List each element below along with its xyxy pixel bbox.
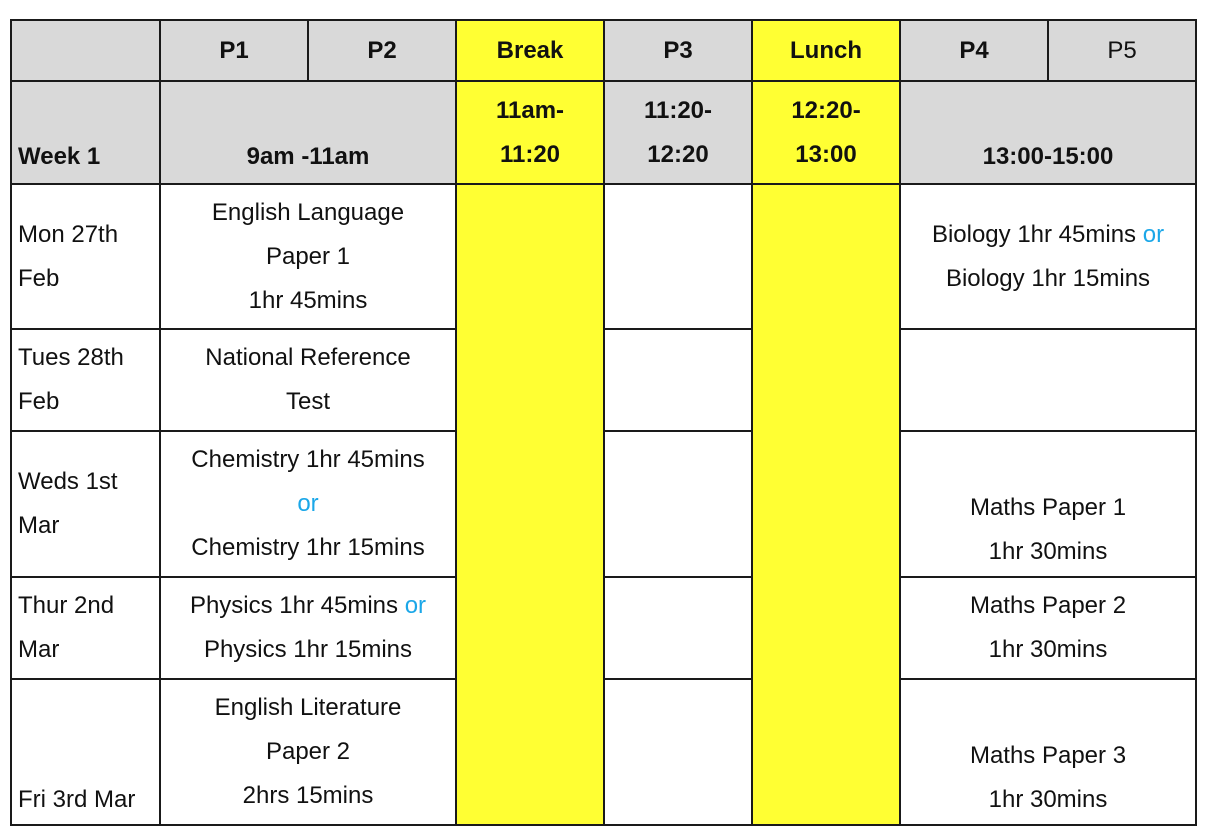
exam-line: Maths Paper 2	[969, 592, 1127, 619]
header-p3: P3	[604, 20, 752, 81]
exam-line: 1hr 30mins	[988, 538, 1108, 565]
exam-line: Chemistry 1hr 45mins	[191, 446, 425, 473]
p3-cell	[604, 679, 752, 825]
exam-line: Physics 1hr 15mins	[203, 636, 413, 663]
day-line: Feb	[18, 264, 60, 292]
morning-exam-cell	[160, 679, 456, 825]
morning-exam-cell	[160, 431, 456, 577]
exam-line: 1hr 30mins	[988, 786, 1108, 813]
day-line: Mar	[18, 512, 60, 539]
exam-line	[167, 584, 449, 628]
exam-line: Maths Paper 1	[969, 494, 1127, 521]
morning-exam-cell	[160, 577, 456, 679]
header-p1: P1	[160, 20, 308, 81]
p3-time	[604, 81, 752, 184]
lunch-column	[752, 184, 900, 825]
afternoon-exam-cell	[900, 329, 1196, 431]
day-line: Feb	[18, 388, 60, 415]
exam-text: Biology 1hr 45mins	[931, 220, 1137, 248]
p3-time-line-2: 12:20	[647, 140, 709, 168]
p3-cell	[604, 184, 752, 329]
or-text: or	[404, 592, 427, 619]
lunch-time	[752, 81, 900, 184]
exam-line: Chemistry 1hr 15mins	[191, 534, 425, 561]
break-column	[456, 184, 604, 825]
morning-exam-cell	[160, 329, 456, 431]
lunch-time-line-2: 13:00	[795, 140, 857, 168]
lunch-time-line-1: 12:20-	[791, 96, 861, 124]
header-p4: P4	[900, 20, 1048, 81]
day-line: Mar	[18, 636, 60, 663]
header-corner-cell	[11, 20, 160, 81]
exam-line: National Reference	[205, 344, 411, 371]
table-row	[11, 431, 1196, 577]
exam-line: Maths Paper 3	[969, 742, 1127, 769]
day-line: Mon 27th	[18, 220, 119, 248]
p3-cell	[604, 329, 752, 431]
header-p5: P5	[1048, 20, 1196, 81]
exam-line	[907, 213, 1189, 257]
exam-line: 1hr 30mins	[988, 636, 1108, 663]
p3-time-line-1: 11:20-	[643, 96, 713, 124]
day-line: Thur 2nd	[18, 592, 115, 619]
header-p2: P2	[308, 20, 456, 81]
afternoon-exam-cell	[900, 679, 1196, 825]
header-lunch: Lunch	[752, 20, 900, 81]
exam-line: Paper 1	[265, 242, 351, 270]
exam-line: 1hr 45mins	[248, 286, 368, 314]
header-break: Break	[456, 20, 604, 81]
afternoon-exam-cell	[900, 184, 1196, 329]
exam-line: English Literature	[214, 694, 402, 721]
table-row	[11, 679, 1196, 825]
or-text: or	[1142, 220, 1165, 248]
day-line: Weds 1st	[18, 468, 118, 495]
header-row-periods	[11, 20, 1196, 81]
table-row	[11, 577, 1196, 679]
week-label: Week 1	[11, 81, 160, 184]
p1-p2-time: 9am -11am	[160, 81, 456, 184]
break-time-line-2: 11:20	[499, 140, 561, 168]
exam-line: Test	[285, 388, 330, 415]
or-text: or	[297, 490, 319, 517]
header-row-times	[11, 81, 1196, 184]
p3-cell	[604, 431, 752, 577]
afternoon-exam-cell	[900, 431, 1196, 577]
p4-p5-time: 13:00-15:00	[900, 81, 1196, 184]
day-line: Tues 28th	[18, 344, 124, 371]
day-cell	[11, 329, 160, 431]
exam-timetable	[10, 19, 1197, 826]
day-cell	[11, 184, 160, 329]
day-cell	[11, 679, 160, 825]
exam-line: Paper 2	[265, 738, 351, 765]
break-time-line-1: 11am-	[495, 96, 565, 124]
break-time	[456, 81, 604, 184]
exam-line: English Language	[211, 198, 405, 226]
table-row	[11, 184, 1196, 329]
exam-line: 2hrs 15mins	[242, 782, 374, 809]
p3-cell	[604, 577, 752, 679]
morning-exam-cell	[160, 184, 456, 329]
table-row	[11, 329, 1196, 431]
day-line: Fri 3rd Mar	[18, 786, 136, 813]
day-cell	[11, 577, 160, 679]
day-cell	[11, 431, 160, 577]
afternoon-exam-cell	[900, 577, 1196, 679]
exam-line: Biology 1hr 15mins	[945, 264, 1151, 292]
exam-text: Physics 1hr 45mins	[189, 592, 399, 619]
